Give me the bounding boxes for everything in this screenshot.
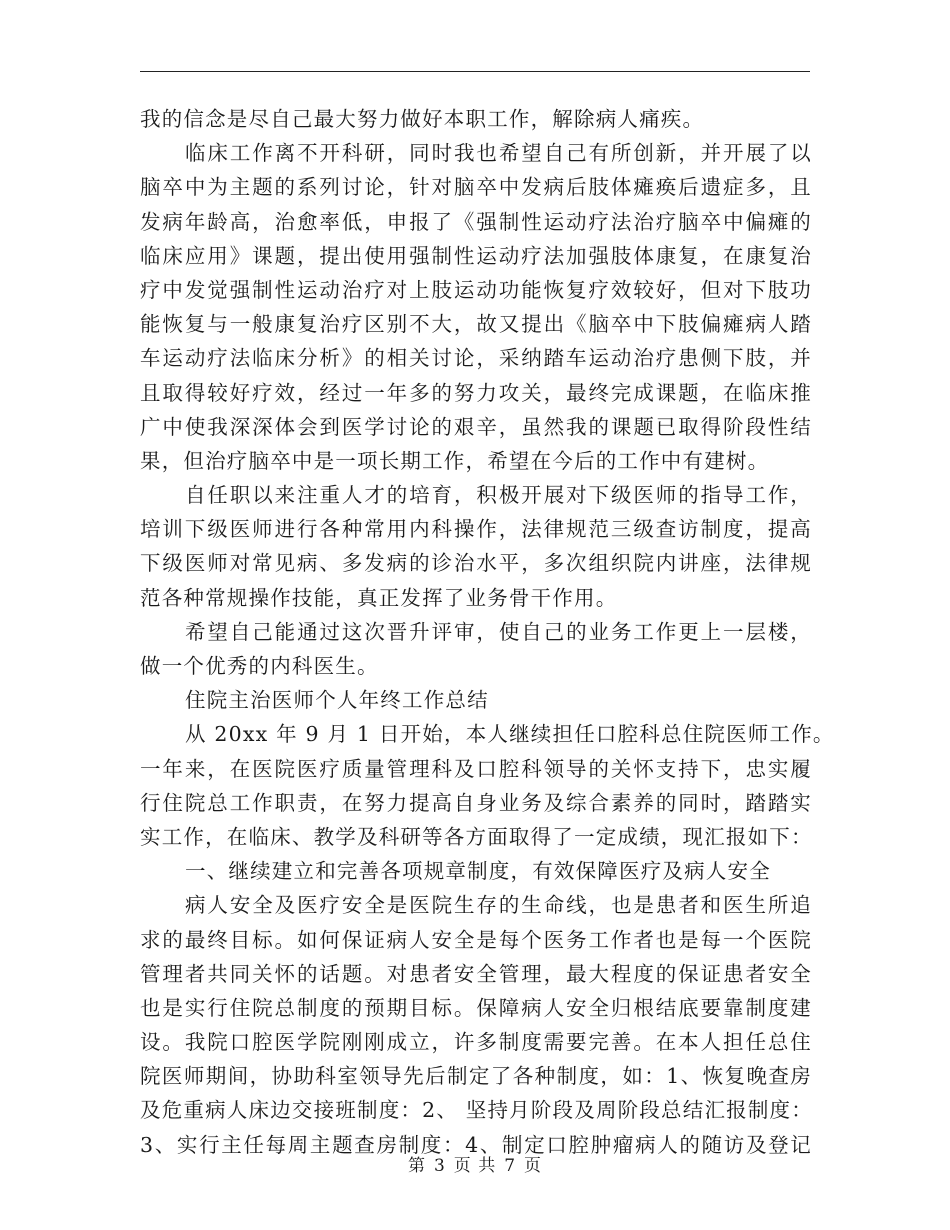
text-line: 下级医师对常见病、多发病的诊治水平，多次组织院内讲座，法律规 <box>140 551 812 576</box>
text-line: 自任职以来注重人才的培育，积极开展对下级医师的指导工作， <box>185 483 812 508</box>
footer-middle: 页 共 <box>453 1156 497 1176</box>
text-line: 3、实行主任每周主题查房制度：4、制定口腔肿瘤病人的随访及登记 <box>140 1132 812 1157</box>
text-line: 管理者共同关怀的话题。对患者安全管理，最大程度的保证患者安全 <box>140 961 812 986</box>
text-line: 脑卒中为主题的系列讨论，针对脑卒中发病后肢体瘫痪后遗症多，且 <box>140 175 812 200</box>
text-line: 院医师期间，协助科室领导先后制定了各种制度，如：1、恢复晚查房 <box>140 1064 812 1089</box>
document-body <box>140 102 835 1162</box>
text-line: 行住院总工作职责，在努力提高自身业务及综合素养的同时，踏踏实 <box>140 790 812 815</box>
text-line: 实工作，在临床、教学及科研等各方面取得了一定成绩，现汇报如下： <box>140 824 813 849</box>
text-line: 一年来，在医院医疗质量管理科及口腔科领导的关怀支持下，忠实履 <box>140 756 812 781</box>
text-line: 住院主治医师个人年终工作总结 <box>185 688 489 713</box>
text-line: 我的信念是尽自己最大努力做好本职工作，解除病人痛疾。 <box>140 107 705 131</box>
text-line: 培训下级医师进行各种常用内科操作，法律规范三级查访制度，提高 <box>140 517 812 542</box>
footer-total-pages: 7 <box>504 1156 517 1176</box>
text-line: 广中使我深深体会到医学讨论的艰辛，虽然我的课题已取得阶段性结 <box>140 414 812 439</box>
text-line: 且取得较好疗效，经过一年多的努力攻关，最终完成课题，在临床推 <box>140 380 812 405</box>
footer-prefix: 第 <box>407 1156 426 1176</box>
text-line: 能恢复与一般康复治疗区别不大，故又提出《脑卒中下肢偏瘫病人踏 <box>140 312 812 337</box>
text-line: 临床工作离不开科研，同时我也希望自己有所创新，并开展了以 <box>185 141 812 166</box>
header-rule <box>140 71 810 72</box>
text-line: 希望自己能通过这次晋升评审，使自己的业务工作更上一层楼， <box>185 619 812 644</box>
text-line: 也是实行住院总制度的预期目标。保障病人安全归根结底要靠制度建 <box>140 995 812 1020</box>
text-line: 做一个优秀的内科医生。 <box>140 654 379 678</box>
page-footer <box>0 1151 950 1176</box>
text-line: 范各种常规操作技能，真正发挥了业务骨干作用。 <box>140 585 618 610</box>
text-line: 及危重病人床边交接班制度：2、 坚持月阶段及周阶段总结汇报制度： <box>140 1098 813 1123</box>
footer-page-number: 3 <box>433 1156 446 1176</box>
text-line: 设。我院口腔医学院刚刚成立，许多制度需要完善。在本人担任总住 <box>140 1030 812 1055</box>
text-line: 求的最终目标。如何保证病人安全是每个医务工作者也是每一个医院 <box>140 927 812 952</box>
text-line: 病人安全及医疗安全是医院生存的生命线，也是患者和医生所追 <box>185 893 812 918</box>
text-line: 疗中发觉强制性运动治疗对上肢运动功能恢复疗效较好，但对下肢功 <box>140 277 812 302</box>
text-line: 果，但治疗脑卒中是一项长期工作，希望在今后的工作中有建树。 <box>140 448 770 473</box>
text-line: 一、继续建立和完善各项规章制度，有效保障医疗及病人安全 <box>185 859 771 884</box>
text-line: 从 20xx 年 9 月 1 日开始，本人继续担任口腔科总住院医师工作。 <box>185 722 835 747</box>
text-line: 发病年龄高，治愈率低，申报了《强制性运动疗法治疗脑卒中偏瘫的 <box>140 209 812 234</box>
text-line: 临床应用》课题，提出使用强制性运动疗法加强肢体康复，在康复治 <box>140 243 812 268</box>
text-line: 车运动疗法临床分析》的相关讨论，采纳踏车运动治疗患侧下肢，并 <box>140 346 812 371</box>
footer-suffix: 页 <box>524 1156 543 1176</box>
